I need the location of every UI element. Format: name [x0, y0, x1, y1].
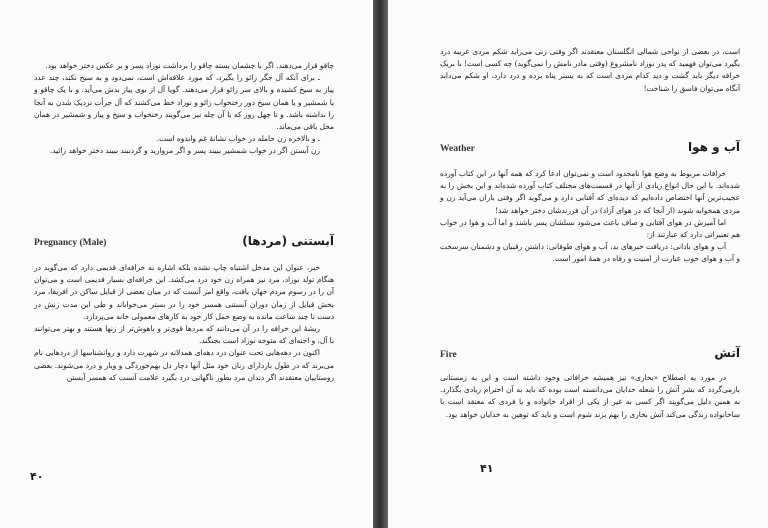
paragraph: چاقو قرار می‌دهند. اگر با چشمان بسته چاقو را برداشت نوزاد پسر و بر عکس دختر خواهد بود.	[45, 61, 334, 70]
paragraph: ـ و بالاخره زن حامله در خواب نشانهٔ غم واندوه است.	[156, 134, 320, 144]
paragraph: آب و هوای بادانی: دریافت خبرهای بد، آب و هوای طوفانی: داشتن رقیبان و دشمنان سرسخت و آب و هوای خوب عبارت از امنیت و رفاه در همهٔ امور است.	[440, 242, 740, 264]
right-section-text	[440, 168, 740, 266]
heading-persian: آتش	[714, 346, 740, 360]
paragraph: زن آبستن اگر در خواب شمشیر ببیند پسر و اگر مروارید و گردنبند ببیند دختر خواهد زائید.	[49, 146, 320, 156]
heading-english: Pregnancy (Male)	[34, 238, 107, 248]
paragraph: اکنون در دهه‌هایی تحت عنوان درد دهه‌ای همدلانه در شهرت دارد و روانشناسها از دردهایی نام می‌برند که در طول باردارای زنان خود مثل آنها دچار دل بهم‌خوردگی و ویار و درد می‌شوند. بعضی روستاییان معتقدند اگر دندان مرد بطور ناگهانی درد بگیرد علامت آنست که همسر آبستن	[34, 348, 334, 382]
book-gutter	[373, 0, 388, 528]
section-heading	[440, 346, 740, 360]
left-page	[0, 0, 373, 528]
heading-persian: آبستنی (مردها)	[242, 234, 334, 248]
heading-persian: آب و هوا	[688, 140, 740, 154]
paragraph: ریشهٔ این خرافه را در آن می‌دانند که مردها قوی‌تر و باهوش‌تر از زنها هستند و بهتر می‌توانند با آل، و اجنه‌ای که متوجه نوزاد است بجنگند.	[34, 324, 334, 346]
page-number: ۴۰	[30, 470, 44, 483]
paragraph: ـ برای آنکه آل جگر زائو را بگیرد، که مورد علاقه‌اش است، نمی‌دود و به سیخ نکند، چند عدد پیاز به سیخ کشیده و بالای سر زائو قرار می‌دهند. گویا آل از بوی پیاز بدش می‌آید. و با یک چاقو و یا شمشیر و یا همان سیخ دور رختخواب زائو و نوزاد خط می‌کشند که آل جرأت نزدیک شدن به آنجا را نداشته باشد. و تا چهل روز که با آن چله نیز می‌گویند رختخواب و سیخ و پیاز و شمشیر در همان محل باقی می‌ماند.	[34, 73, 334, 132]
section-heading	[34, 234, 334, 248]
page-number: ۴۱	[480, 462, 494, 475]
right-page	[388, 0, 768, 528]
paragraph: خبر، عنوان این مدخل اشتباه چاپ نشده بلکه اشاره به خرافه‌ای قدیمی دارد که می‌گوید در هنگام تولد نوزاد، مرد نیز همراه زن خود درد می‌کشد. این خرافه‌ای بسیار قدیمی است و می‌توان آن را در رسوم مردم جهان یافت، واقع امر آنست که در میان بعضی از قبایل ساکن در افریقا، مرد بخش قبایل از زمان دوران آبستنی همسر خود را در بستر می‌خواباند و طی این مدت زنش در دست تا چند ساعت مانده به وضع حمل کار خود به کارهای معمولی خانه می‌پردازد.	[34, 263, 334, 321]
paragraph: است، در بعضی از نواحی شمالی انگلستان معتقدند اگر وقتی زنی می‌زاید شکم مردی غریبه درد بگیرد می‌توان فهمید که پدر نوزاد نامشروع (وقتی مادر نامش را نمی‌گوید) چه کسی است! با بریک خرافه دیگر باید گشت و دید کدام مردی است که به بستر پناه برده و درد دارد، او شکم می‌داند آنگاه می‌توان فاسق را شناخت!	[440, 47, 740, 93]
section-heading	[440, 140, 740, 154]
heading-english: Weather	[440, 144, 475, 154]
paragraph: اما آمیزش در هوای آفتابی و صاف باعث می‌شود نسلشان پسر باشند و اما آب و هوا در خواب هم تعبیراتی دارد که عبارتند از:	[440, 217, 740, 240]
heading-english: Fire	[440, 350, 457, 360]
paragraph: در مورد به اصطلاح «بخاری» نیز همیشه خرافاتی وجود داشته است و این به زمستانی بازمی‌گردد که بشر آتش را شعله خدایان می‌دانسته است بوده که باید به آن احترام زیادی بگذارد. به همین دلیل می‌گویند اگر کسی به غیر از یکی از افراد خانواده و یا فردی که معتقد است با ساخانواده زندگی می‌کند آتش بخاری را بهم بزند شوم است و باید که توهین به خدایان خواهد بود.	[440, 373, 740, 419]
right-top-text	[440, 46, 740, 95]
right-section2-text	[440, 372, 740, 421]
left-section-text	[34, 262, 334, 384]
left-top-text	[34, 60, 334, 158]
paragraph: خرافات مربوط به وضع هوا نامحدود است و نمی‌توان ادعا کرد که همه آنها در این کتاب آورده شده‌اند. با این حال انواع زیادی از آنها در قسمت‌های مختلف کتاب آورده شده‌اند و این بخش را به عجیب‌ترین آنها اختصاص داده‌ایم که دیده‌ای که آفتابی دارد و می‌گوید اگر وقتی باران می‌آید زن و مردی همخوابه شوند (از آنجا که در هوای آزاد) در آن فرزندشان دختر خواهد شد!	[440, 169, 740, 215]
